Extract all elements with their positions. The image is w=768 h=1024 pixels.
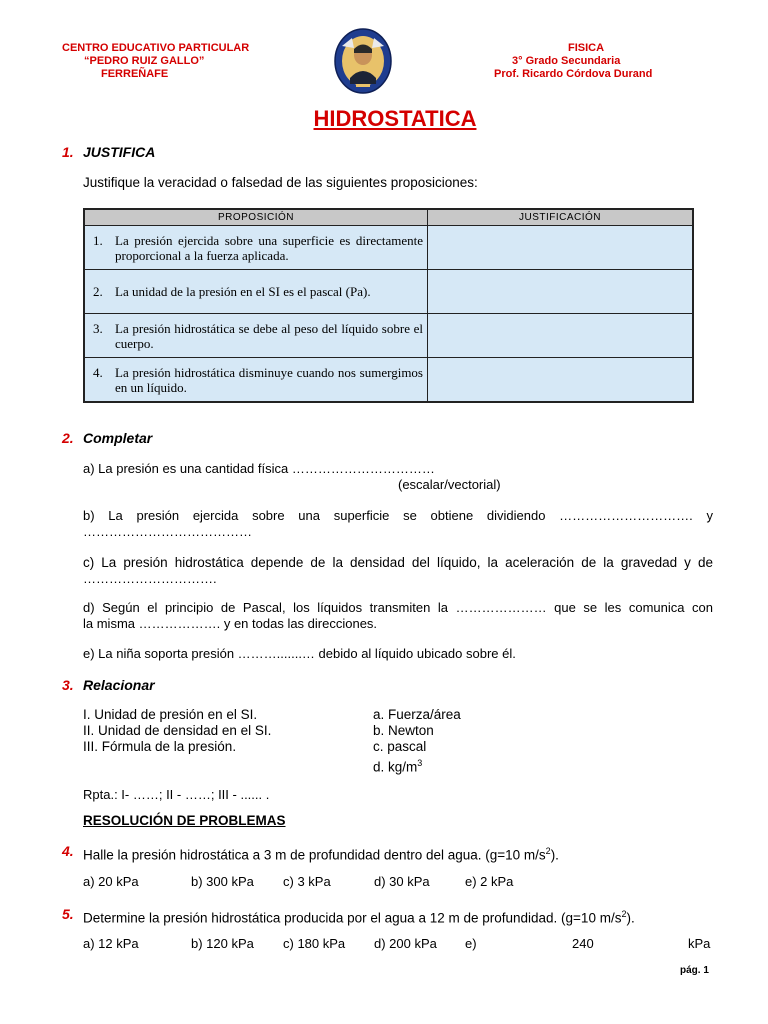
proposition-number: 4. (93, 364, 103, 380)
proposition-text: La presión ejercida sobre una superficie es directamente proporcional a la fuerza aplicada. (115, 232, 423, 263)
option-d[interactable]: d) 30 kPa (374, 874, 430, 889)
justification-cell[interactable] (428, 314, 694, 358)
completar-item-a-hint: (escalar/vectorial) (398, 477, 501, 492)
option-e[interactable]: e) (465, 936, 477, 951)
propositions-table (83, 208, 694, 403)
justification-cell[interactable] (428, 226, 694, 270)
question-5-sup: 2 (621, 909, 627, 919)
option-a[interactable]: a) 20 kPa (83, 874, 139, 889)
page-number: pág. 1 (680, 965, 709, 976)
relation-left-1: I. Unidad de presión en el SI. (83, 707, 258, 722)
section-1-instruction: Justifique la veracidad o falsedad de las siguientes proposiciones: (83, 175, 478, 190)
relation-right-d-text: d. kg/m (373, 759, 418, 775)
relation-right-b: b. Newton (373, 723, 434, 738)
section-1-number: 1. (62, 144, 74, 160)
completar-item-a: a) La presión es una cantidad física …………………………… (83, 461, 435, 476)
question-4-number: 4. (62, 843, 74, 859)
option-b[interactable]: b) 300 kPa (191, 874, 254, 889)
relation-answer: Rpta.: I- ……; II - ……; III - ...... . (83, 787, 270, 802)
option-c[interactable]: c) 180 kPa (283, 936, 346, 951)
option-a[interactable]: a) 12 kPa (83, 936, 139, 951)
question-4-tail: ). (550, 847, 559, 863)
relation-right-d-sup: 3 (417, 758, 423, 768)
proposition-cell (84, 226, 428, 270)
completar-item-c-cont: …………………………. (83, 571, 217, 586)
question-5-body: Determine la presión hidrostática producida por el agua a 12 m de profundidad. (g=10 m/s (83, 910, 622, 926)
page-title: HIDROSTATICA (313, 106, 477, 131)
option-d[interactable]: d) 200 kPa (374, 936, 437, 951)
grade-level: 3° Grado Secundaria (512, 55, 621, 67)
completar-item-d: d) Según el principio de Pascal, los líquidos transmiten la ………………… que se les comunica con (83, 600, 713, 615)
question-4-sup: 2 (545, 846, 551, 856)
completar-item-c: c) La presión hidrostática depende de la densidad del líquido, la aceleración de la gravedad y de (83, 555, 713, 570)
column-header-proposition: PROPOSICIÓN (84, 209, 428, 226)
option-e-unit: kPa (688, 936, 711, 951)
relation-right-d (373, 755, 422, 776)
section-2-number: 2. (62, 430, 74, 446)
completar-item-d-cont: la misma ………………. y en todas las direcciones. (83, 616, 378, 631)
table-row (84, 314, 693, 358)
table-row (84, 358, 693, 403)
column-header-justification: JUSTIFICACIÓN (428, 209, 694, 226)
relation-right-c: c. pascal (373, 739, 427, 754)
relation-left-3: III. Fórmula de la presión. (83, 739, 237, 754)
school-city: FERREÑAFE (101, 68, 169, 80)
justification-cell[interactable] (428, 270, 694, 314)
table-row (84, 226, 693, 270)
school-crest-logo (334, 28, 392, 94)
proposition-number: 1. (93, 232, 103, 248)
course-name: FISICA (568, 42, 605, 54)
question-5-options (0, 936, 768, 954)
option-c[interactable]: c) 3 kPa (283, 874, 331, 889)
school-subname: “PEDRO RUIZ GALLO” (84, 55, 205, 67)
section-3-heading: Relacionar (83, 677, 155, 693)
section-1-heading: JUSTIFICA (83, 144, 156, 160)
proposition-text: La unidad de la presión en el SI es el pascal (Pa). (115, 284, 371, 299)
question-4-options (0, 874, 768, 892)
table-row (84, 270, 693, 314)
justification-cell[interactable] (428, 358, 694, 403)
school-name: CENTRO EDUCATIVO PARTICULAR (62, 42, 250, 54)
proposition-text: La presión hidrostática se debe al peso del líquido sobre el cuerpo. (115, 320, 423, 351)
question-5-text (83, 906, 635, 927)
proposition-cell (84, 270, 428, 314)
relation-right-a: a. Fuerza/área (373, 707, 461, 722)
proposition-number: 2. (93, 284, 103, 299)
question-4-text (83, 843, 559, 864)
proposition-text: La presión hidrostática disminuye cuando nos sumergimos en un líquido. (115, 364, 423, 395)
option-b[interactable]: b) 120 kPa (191, 936, 254, 951)
proposition-cell (84, 314, 428, 358)
relation-left-2: II. Unidad de densidad en el SI. (83, 723, 272, 738)
option-e-value: 240 (572, 936, 594, 951)
question-5-number: 5. (62, 906, 74, 922)
completar-item-e: e) La niña soporta presión ……….......… debido al líquido ubicado sobre él. (83, 646, 516, 661)
completar-item-b: b) La presión ejercida sobre una superficie se obtiene dividiendo …………………………. y (83, 508, 713, 523)
section-2-heading: Completar (83, 430, 153, 446)
option-e[interactable]: e) 2 kPa (465, 874, 514, 889)
question-5-tail: ). (626, 910, 635, 926)
problems-heading: RESOLUCIÓN DE PROBLEMAS (83, 813, 286, 828)
question-4-body: Halle la presión hidrostática a 3 m de profundidad dentro del agua. (g=10 m/s (83, 847, 546, 863)
proposition-number: 3. (93, 320, 103, 336)
proposition-cell (84, 358, 428, 403)
completar-item-b-cont: ………………………………… (83, 524, 252, 539)
teacher-name: Prof. Ricardo Córdova Durand (494, 68, 653, 80)
section-3-number: 3. (62, 677, 74, 693)
